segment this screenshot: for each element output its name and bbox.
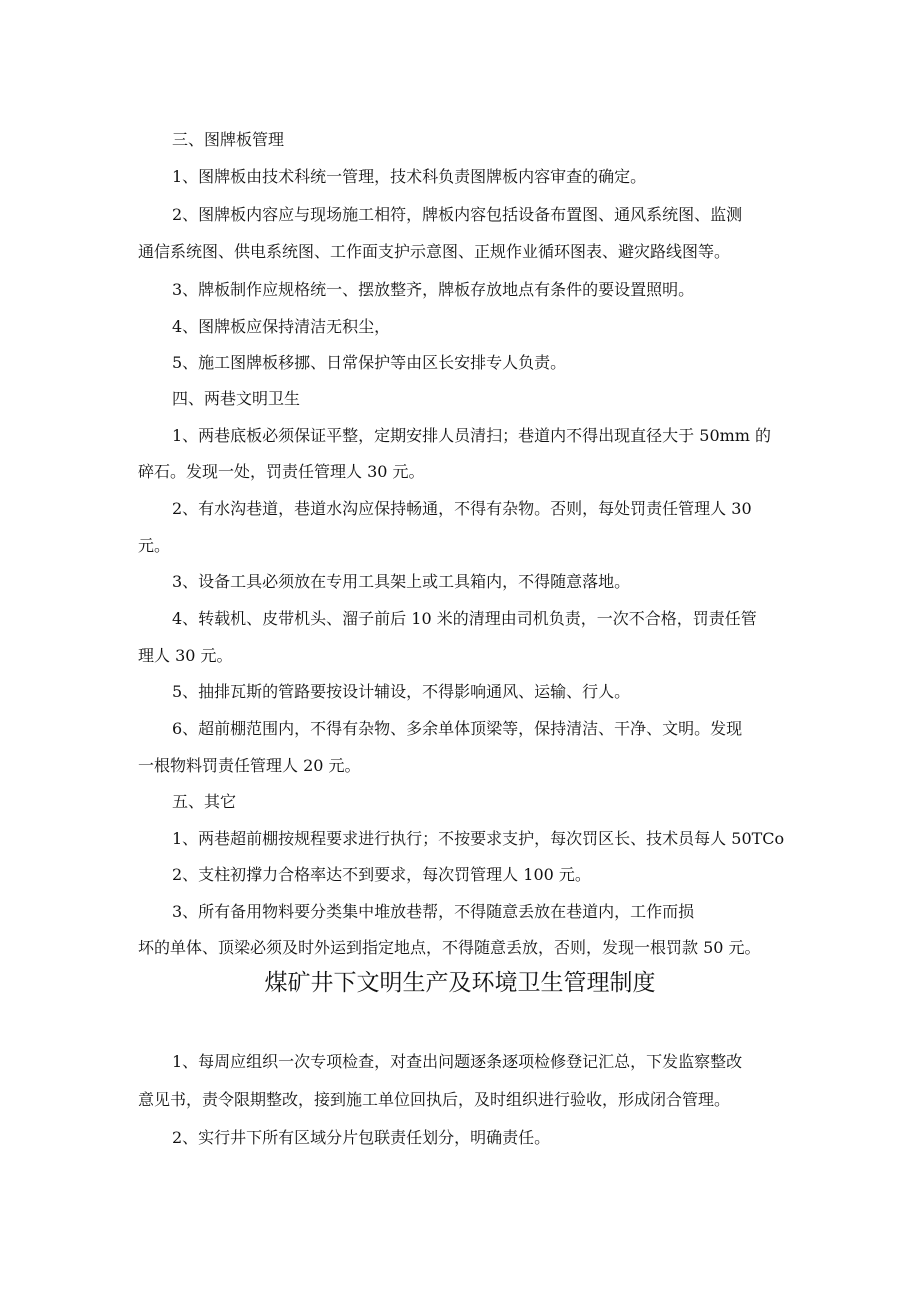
paragraph-line: 4、图牌板应保持清洁无积尘， <box>172 317 391 336</box>
paragraph-line: 1、每周应组织一次专项检查，对查出问题逐条逐项检修登记汇总，下发监察整改 <box>172 1052 743 1071</box>
section-heading-roadway: 四、两巷文明卫生 <box>172 389 301 408</box>
paragraph-line: 一根物料罚责任管理人 20 元。 <box>138 756 361 775</box>
section-heading-other: 五、其它 <box>172 792 237 811</box>
paragraph-line: 2、有水沟巷道，巷道水沟应保持畅通，不得有杂物。否则，每处罚责任管理人 30 <box>172 499 752 518</box>
paragraph-line: 1、两巷超前棚按规程要求进行执行；不按要求支护，每次罚区长、技术员每人 50TCo <box>172 829 785 848</box>
paragraph-line: 1、图牌板由技术科统一管理，技术科负责图牌板内容审查的确定。 <box>172 167 647 186</box>
paragraph-line: 3、设备工具必须放在专用工具架上或工具箱内，不得随意落地。 <box>172 572 631 591</box>
paragraph-line: 3、牌板制作应规格统一、摆放整齐，牌板存放地点有条件的要设置照明。 <box>172 280 695 299</box>
paragraph-line: 坏的单体、顶梁必须及时外运到指定地点，不得随意丢放，否则，发现一根罚款 50 元。 <box>138 938 761 957</box>
paragraph-line: 5、施工图牌板移挪、日常保护等由区长安排专人负责。 <box>172 353 567 372</box>
paragraph-line: 3、所有备用物料要分类集中堆放巷帮，不得随意丢放在巷道内，工作而损 <box>172 902 695 921</box>
paragraph-line: 意见书，责令限期整改，接到施工单位回执后，及时组织进行验收，形成闭合管理。 <box>138 1090 731 1109</box>
paragraph-line: 碎石。发现一处，罚责任管理人 30 元。 <box>138 462 425 481</box>
paragraph-line: 5、抽排瓦斯的管路要按设计辅设，不得影响通风、运输、行人。 <box>172 682 631 701</box>
paragraph-line: 2、支柱初撑力合格率达不到要求，每次罚管理人 100 元。 <box>172 865 591 884</box>
paragraph-line: 元。 <box>138 536 171 555</box>
paragraph-line: 2、图牌板内容应与现场施工相符，牌板内容包括设备布置图、通风系统图、监测 <box>172 205 743 224</box>
document-title: 煤矿井下文明生产及环境卫生管理制度 <box>264 970 656 996</box>
paragraph-line: 1、两巷底板必须保证平整，定期安排人员清扫；巷道内不得出现直径大于 50mm 的 <box>172 426 772 445</box>
section-heading-signboard: 三、图牌板管理 <box>172 130 285 149</box>
paragraph-line: 通信系统图、供电系统图、工作面支护示意图、正规作业循环图表、避灾路线图等。 <box>138 242 731 261</box>
paragraph-line: 6、超前棚范围内，不得有杂物、多余单体顶梁等，保持清洁、干净、文明。发现 <box>172 719 743 738</box>
paragraph-line: 2、实行井下所有区域分片包联责任划分，明确责任。 <box>172 1128 551 1147</box>
paragraph-line: 理人 30 元。 <box>138 646 233 665</box>
paragraph-line: 4、转载机、皮带机头、溜子前后 10 米的清理由司机负责，一次不合格，罚责任管 <box>172 609 757 628</box>
